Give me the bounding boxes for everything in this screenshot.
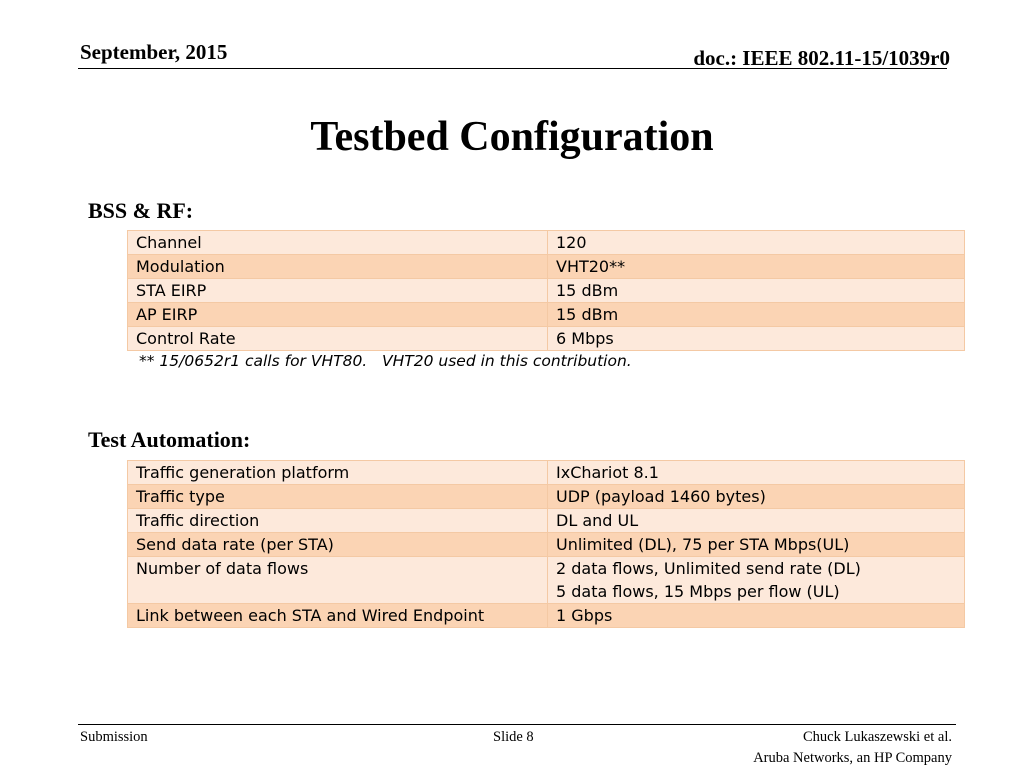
header-divider <box>78 68 947 69</box>
table-cell-value <box>548 485 965 509</box>
table-cell-value-line: 15 dBm <box>556 305 619 324</box>
table-cell-label: Send data rate (per STA) <box>128 533 548 557</box>
footer-submission: Submission <box>80 729 148 745</box>
slide-title: Testbed Configuration <box>310 114 714 160</box>
table-cell-value-line: 6 Mbps <box>556 329 614 348</box>
table-cell-value-line: DL and UL <box>556 511 639 530</box>
table-cell-value <box>548 533 965 557</box>
table-cell-label: Modulation <box>128 255 548 279</box>
table-cell-value <box>548 255 965 279</box>
table-cell-label: Link between each STA and Wired Endpoint <box>128 604 548 628</box>
table-row <box>128 461 965 485</box>
table-cell-label: Traffic generation platform <box>128 461 548 485</box>
table-row <box>128 509 965 533</box>
table-cell-value <box>548 604 965 628</box>
bss-rf-heading: BSS & RF: <box>88 198 194 223</box>
table-cell-label: Traffic direction <box>128 509 548 533</box>
table-row <box>128 303 965 327</box>
table-cell-value-line: 5 data flows, 15 Mbps per flow (UL) <box>556 582 840 601</box>
table-cell-value <box>548 231 965 255</box>
table-row <box>128 485 965 509</box>
table-cell-label: Control Rate <box>128 327 548 351</box>
table-row <box>128 533 965 557</box>
test-automation-table <box>127 460 965 628</box>
table-row <box>128 255 965 279</box>
table-cell-value-line: 2 data flows, Unlimited send rate (DL) <box>556 559 861 578</box>
table-cell-label: AP EIRP <box>128 303 548 327</box>
footer-slide-number: Slide 8 <box>493 729 534 745</box>
table-cell-label: Channel <box>128 231 548 255</box>
footer-author: Chuck Lukaszewski et al. <box>803 729 952 745</box>
bss-rf-footnote: ** 15/0652r1 calls for VHT80. VHT20 used in this contribution. <box>139 352 632 370</box>
table-cell-value <box>548 327 965 351</box>
table-row <box>128 231 965 255</box>
header-doc-id: doc.: IEEE 802.11-15/1039r0 <box>693 46 950 70</box>
table-cell-label: Traffic type <box>128 485 548 509</box>
table-cell-value-line: 15 dBm <box>556 281 619 300</box>
table-cell-value-line: UDP (payload 1460 bytes) <box>556 487 766 506</box>
table-cell-value-line: VHT20** <box>556 257 626 276</box>
table-cell-value <box>548 303 965 327</box>
table-row <box>128 604 965 628</box>
table-row <box>128 279 965 303</box>
table-row <box>128 327 965 351</box>
table-cell-value-line: Unlimited (DL), 75 per STA Mbps(UL) <box>556 535 850 554</box>
table-row <box>128 557 965 604</box>
bss-rf-table <box>127 230 965 351</box>
table-cell-value-line: IxChariot 8.1 <box>556 463 659 482</box>
table-cell-value <box>548 557 965 604</box>
table-cell-label: Number of data flows <box>128 557 548 604</box>
header-date: September, 2015 <box>80 40 228 64</box>
table-cell-value <box>548 279 965 303</box>
table-cell-value <box>548 461 965 485</box>
table-cell-value <box>548 509 965 533</box>
footer-divider <box>78 724 956 725</box>
footer-company: Aruba Networks, an HP Company <box>753 750 952 766</box>
table-cell-label: STA EIRP <box>128 279 548 303</box>
table-cell-value-line: 120 <box>556 233 587 252</box>
test-automation-heading: Test Automation: <box>88 427 251 452</box>
table-cell-value-line: 1 Gbps <box>556 606 613 625</box>
